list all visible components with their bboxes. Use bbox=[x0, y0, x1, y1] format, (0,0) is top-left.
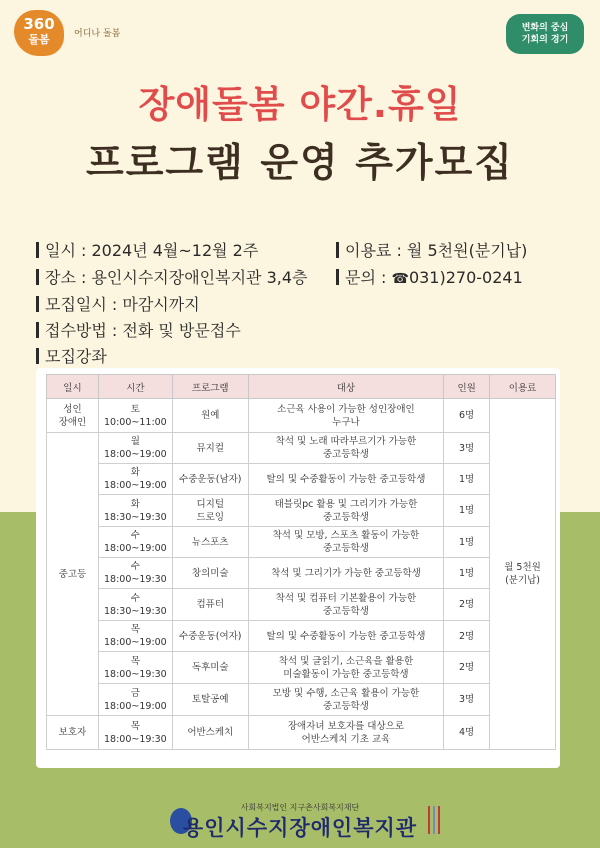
day-time-cell bbox=[98, 527, 172, 558]
time-text: 18:00~19:30 bbox=[104, 668, 167, 680]
apply-method-text: 접수방법 : 전화 및 방문접수 bbox=[45, 321, 241, 340]
target-cell: 장애자녀 보호자를 대상으로 어반스케치 기초 교육 bbox=[248, 716, 444, 750]
logo bbox=[14, 10, 66, 56]
day-text: 토 bbox=[130, 403, 140, 415]
bullet-bar bbox=[36, 322, 39, 338]
target-cell: 착석 및 글읽기, 소근육을 활용한 미술활동이 가능한 중고등학생 bbox=[248, 652, 444, 684]
course-table bbox=[46, 374, 556, 750]
table-row bbox=[47, 589, 556, 621]
time-text: 18:30~19:30 bbox=[104, 511, 167, 523]
time-text: 18:00~19:00 bbox=[104, 543, 167, 554]
day-text: 화 bbox=[130, 498, 140, 510]
bullet-bar bbox=[36, 242, 39, 258]
logo-text: 돌봄 bbox=[28, 33, 50, 46]
table-header-row bbox=[47, 375, 556, 399]
group-cell: 중고등 bbox=[47, 433, 99, 716]
day-time-cell bbox=[98, 589, 172, 621]
org-symbol-icon bbox=[428, 806, 444, 834]
time-text: 18:00~19:30 bbox=[104, 733, 167, 745]
day-time-cell bbox=[98, 399, 172, 433]
group-cell: 보호자 bbox=[47, 716, 99, 750]
table-row bbox=[47, 464, 556, 495]
day-text: 목 bbox=[130, 720, 140, 732]
day-time-cell bbox=[98, 684, 172, 716]
target-cell: 착석 및 컴퓨터 기본활용이 가능한 중고등학생 bbox=[248, 589, 444, 621]
contact-phone[interactable]: 031)270-0241 bbox=[408, 268, 523, 287]
program-cell: 토탈공예 bbox=[172, 684, 248, 716]
program-cell: 독후미술 bbox=[172, 652, 248, 684]
count-cell: 2명 bbox=[444, 589, 490, 621]
gyeonggi-line-2: 기회의 경기 bbox=[521, 35, 569, 45]
program-cell: 창의미술 bbox=[172, 558, 248, 589]
program-cell: 수중운동(남자) bbox=[172, 464, 248, 495]
time-text: 18:00~19:00 bbox=[104, 480, 167, 491]
bullet-bar bbox=[336, 269, 339, 285]
target-cell: 태블릿pc 활용 및 그리기가 가능한 중고등학생 bbox=[248, 495, 444, 527]
info-place bbox=[36, 265, 307, 288]
count-cell: 6명 bbox=[444, 399, 490, 433]
day-time-cell bbox=[98, 464, 172, 495]
day-time-cell bbox=[98, 621, 172, 652]
phone-icon: ☎ bbox=[391, 271, 409, 287]
day-text: 수 bbox=[130, 592, 140, 604]
day-text: 수 bbox=[130, 530, 140, 541]
fee-text: 이용료 : 월 5천원(분기납) bbox=[345, 241, 528, 260]
day-time-cell bbox=[98, 433, 172, 464]
count-cell: 2명 bbox=[444, 621, 490, 652]
target-cell: 탈의 및 수중활동이 가능한 중고등학생 bbox=[248, 621, 444, 652]
fee-cell: 월 5천원 (분기납) bbox=[490, 399, 556, 750]
info-contact bbox=[336, 265, 523, 288]
table-row bbox=[47, 399, 556, 433]
day-text: 수 bbox=[130, 561, 140, 572]
table-row bbox=[47, 716, 556, 750]
table-row bbox=[47, 433, 556, 464]
day-text: 금 bbox=[130, 687, 140, 699]
header-cell: 시간 bbox=[98, 375, 172, 399]
count-cell: 1명 bbox=[444, 527, 490, 558]
info-recruit-period bbox=[36, 292, 200, 315]
day-text: 월 bbox=[130, 436, 140, 447]
info-courses bbox=[36, 344, 107, 367]
program-cell: 컴퓨터 bbox=[172, 589, 248, 621]
table-row bbox=[47, 652, 556, 684]
count-cell: 2명 bbox=[444, 652, 490, 684]
count-cell: 1명 bbox=[444, 558, 490, 589]
program-cell: 수중운동(여자) bbox=[172, 621, 248, 652]
count-cell: 3명 bbox=[444, 433, 490, 464]
course-table-card bbox=[36, 368, 560, 768]
program-cell: 어반스케치 bbox=[172, 716, 248, 750]
footer-foundation: 사회복지법인 지구촌사회복지재단 bbox=[240, 803, 360, 812]
target-cell: 모방 및 수행, 소근육 활용이 가능한 중고등학생 bbox=[248, 684, 444, 716]
program-cell: 뉴스포츠 bbox=[172, 527, 248, 558]
day-time-cell bbox=[98, 495, 172, 527]
info-apply-method bbox=[36, 318, 241, 341]
recruit-period-text: 모집일시 : 마감시까지 bbox=[45, 295, 200, 314]
table-row bbox=[47, 621, 556, 652]
target-cell: 탈의 및 수중활동이 가능한 중고등학생 bbox=[248, 464, 444, 495]
table-row bbox=[47, 684, 556, 716]
header-cell: 이용료 bbox=[490, 375, 556, 399]
count-cell: 1명 bbox=[444, 464, 490, 495]
target-cell: 착석 및 그리기가 가능한 중고등학생 bbox=[248, 558, 444, 589]
title-line-2: 프로그램 운영 추가모집 bbox=[86, 141, 514, 186]
count-cell: 1명 bbox=[444, 495, 490, 527]
target-cell: 착석 및 모방, 스포츠 활동이 가능한 중고등학생 bbox=[248, 527, 444, 558]
contact-label: 문의 : bbox=[345, 268, 392, 287]
info-period bbox=[36, 238, 258, 261]
header-cell: 일시 bbox=[47, 375, 99, 399]
info-fee bbox=[336, 238, 527, 261]
place-text: 장소 : 용인시수지장애인복지관 3,4층 bbox=[45, 268, 308, 287]
bullet-bar bbox=[36, 348, 39, 364]
bullet-bar bbox=[336, 242, 339, 258]
table-row bbox=[47, 558, 556, 589]
count-cell: 4명 bbox=[444, 716, 490, 750]
target-cell: 착석 및 노래 따라부르기가 가능한 중고등학생 bbox=[248, 433, 444, 464]
table-row bbox=[47, 495, 556, 527]
time-text: 18:00~19:30 bbox=[104, 574, 167, 585]
logo-badge bbox=[14, 10, 64, 56]
time-text: 10:00~11:00 bbox=[104, 416, 167, 428]
day-time-cell bbox=[98, 558, 172, 589]
header-cell: 인원 bbox=[444, 375, 490, 399]
program-cell: 디지털 드로잉 bbox=[172, 495, 248, 527]
footer-org-name: 용인시수지장애인복지관 bbox=[182, 816, 418, 840]
day-time-cell bbox=[98, 652, 172, 684]
target-cell: 소근육 사용이 가능한 성인장애인 누구나 bbox=[248, 399, 444, 433]
day-text: 목 bbox=[130, 624, 140, 635]
program-cell: 원예 bbox=[172, 399, 248, 433]
period-text: 일시 : 2024년 4월~12월 2주 bbox=[45, 241, 259, 260]
program-cell: 뮤지컬 bbox=[172, 433, 248, 464]
gyeonggi-badge bbox=[506, 14, 584, 54]
header-cell: 프로그램 bbox=[172, 375, 248, 399]
day-text: 목 bbox=[130, 655, 140, 667]
header-cell: 대상 bbox=[248, 375, 444, 399]
time-text: 18:00~19:00 bbox=[104, 637, 167, 648]
time-text: 18:00~19:00 bbox=[104, 449, 167, 460]
count-cell: 3명 bbox=[444, 684, 490, 716]
day-text: 화 bbox=[130, 467, 140, 478]
tagline: 어디나 돌봄 bbox=[74, 29, 121, 39]
time-text: 18:30~19:30 bbox=[104, 605, 167, 617]
table-row bbox=[47, 527, 556, 558]
day-time-cell bbox=[98, 716, 172, 750]
gyeonggi-line-1: 변화의 중심 bbox=[521, 23, 569, 33]
title-line-1: 장애돌봄 야간.휴일 bbox=[138, 83, 462, 126]
courses-text: 모집강좌 bbox=[45, 347, 107, 366]
bullet-bar bbox=[36, 296, 39, 312]
group-cell: 성인 장애인 bbox=[47, 399, 99, 433]
logo-number: 360 bbox=[23, 15, 55, 33]
bullet-bar bbox=[36, 269, 39, 285]
time-text: 18:00~19:00 bbox=[104, 700, 167, 712]
